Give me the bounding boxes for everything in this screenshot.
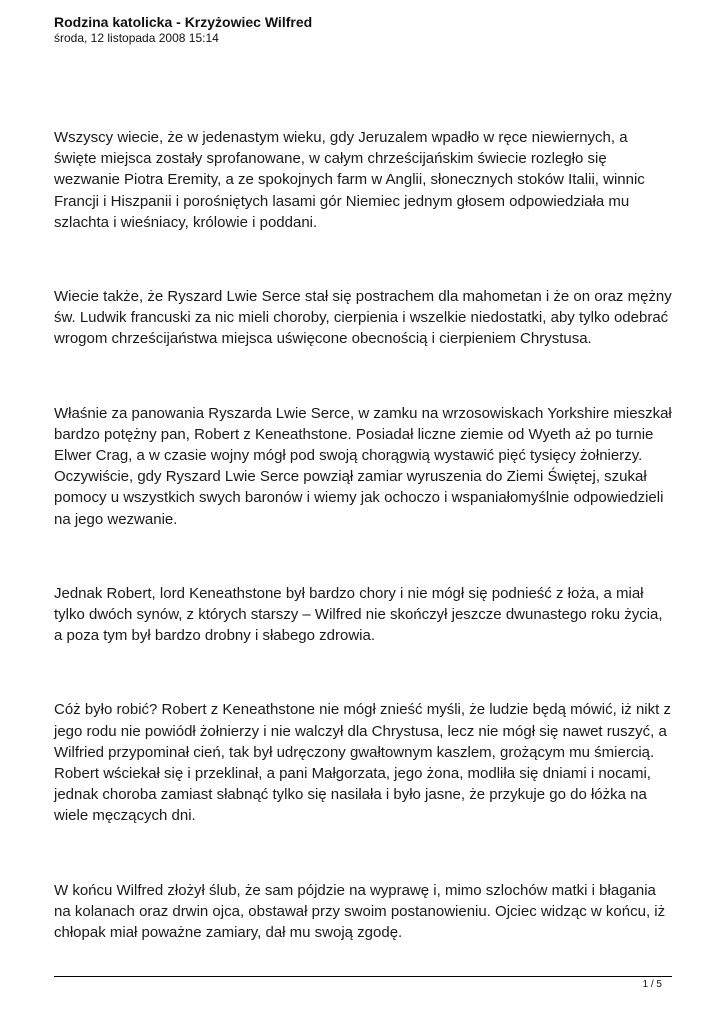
paragraph-3: Właśnie za panowania Ryszarda Lwie Serce, w zamku na wrzosowiskach Yorkshire mieszkał bardzo potężny pan, Robert z Keneathstone. Posiadał liczne ziemie od Wyeth aż po turnie Elwer Crag, a w czasie wojny mógł pod swoją chorągwią wystawić pięć tysięcy żołnierzy. Oczywiście, gdy Ryszard Lwie Serce powziął zamiar wyruszenia do Ziemi Świętej, szukał pomocy u wszystkich swych baronów i wiemy jak ochoczo i wspaniałomyślnie odpowiedzieli na jego wezwanie. [54,404,672,528]
document-body [54,127,674,996]
paragraph-2: Wiecie także, że Ryszard Lwie Serce stał się postrachem dla mahometan i że on oraz mężny św. Ludwik francuski za nic mieli choroby, cierpienia i wszelkie niedostatki, aby tylko odebrać wrogom chrześcijaństwa miejsca uświęcone obecnością i cierpieniem Chrystusa. [54,288,672,348]
document-title: Rodzina katolicka - Krzyżowiec Wilfred [54,14,313,30]
paragraph-5: Cóż było robić? Robert z Keneathstone nie mógł znieść myśli, że ludzie będą mówić, iż nikt z jego rodu nie powiódł żołnierzy i nie walczył dla Chrystusa, lecz nie mógł się nawet ruszyć, a Wilfried przypominał cień, tak był udręczony gwałtownym kaszlem, grożącym mu śmiercią. Robert wściekał się i przeklinał, a pani Małgorzata, jego żona, modliła się dniami i nocami, jednak choroba zamiast słabnąć tylko się nasilała i było jasne, że przykuje go do łóżka na wiele męczących dni. [54,701,671,825]
footer-divider [54,976,672,977]
paragraph-6: W końcu Wilfred złożył ślub, że sam pójdzie na wyprawę i, mimo szlochów matki i błagania na kolanach oraz drwin ojca, obstawał przy swoim postanowieniu. Ojciec widząc w końcu, iż chłopak miał poważne zamiary, dał mu swoją zgodę. [54,881,666,942]
paragraph-4: Jednak Robert, lord Keneathstone był bardzo chory i nie mógł się podnieść z łoża, a miał tylko dwóch synów, z których starszy – Wilfred nie skończył jeszcze dwunastego roku życia, a poza tym był bardzo drobny i słabego zdrowia. [54,584,663,645]
paragraph-1: Wszyscy wiecie, że w jedenastym wieku, gdy Jeruzalem wpadło w ręce niewiernych, a święte miejsca zostały sprofanowane, w całym chrześcijańskim świecie rozległo się wezwanie Piotra Eremity, a ze spokojnych farm w Anglii, słonecznych stoków Italii, winnic Francji i Hiszpanii i porośniętych lasami gór Niemiec jednym głosem odpowiedziała mu szlachta i wieśniacy, królowie i poddani. [54,129,645,231]
page-number: 1 / 5 [642,979,662,990]
document-header [54,14,674,46]
document-date: środa, 12 listopada 2008 15:14 [54,31,219,45]
